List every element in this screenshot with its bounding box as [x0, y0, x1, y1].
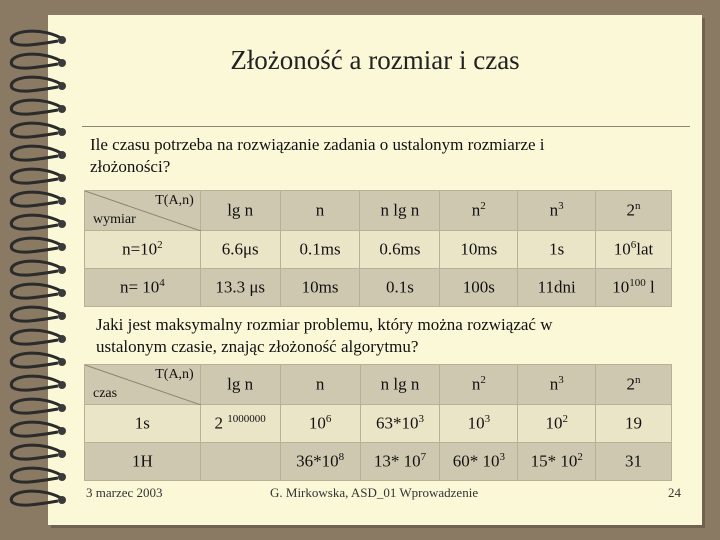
corner-bottom-label: czas [93, 386, 118, 401]
spiral-hole [58, 289, 66, 297]
header-cell: $n^2$ [440, 191, 518, 231]
spiral-ring [11, 445, 64, 459]
spiral-hole [58, 450, 66, 458]
corner-top-label: T(A,n) [155, 193, 194, 208]
spiral-ring [11, 100, 64, 114]
spiral-ring [11, 399, 64, 413]
table-cell: $10^2$ [518, 405, 596, 443]
table-cell: $10^{100}$ l [596, 269, 672, 307]
header-cell: 2$^n$ [596, 191, 672, 231]
spiral-ring [11, 238, 64, 252]
spiral-hole [58, 243, 66, 251]
title-divider [82, 126, 690, 127]
header-cell: lg n [200, 191, 280, 231]
spiral-ring [11, 77, 64, 91]
spiral-hole [58, 105, 66, 113]
spiral-hole [58, 266, 66, 274]
footer-date: 3 marzec 2003 [86, 485, 163, 500]
header-cell: $n^2$ [440, 365, 518, 405]
table-cell: 1s [518, 231, 596, 269]
spiral-ring [11, 192, 64, 206]
footer-author: G. Mirkowska, ASD_01 Wprowadzenie [270, 485, 479, 500]
corner-bottom-label: wymiar [93, 212, 136, 227]
table-row [85, 443, 672, 481]
table-row [85, 405, 672, 443]
page-number: 24 [668, 485, 681, 500]
spiral-ring [11, 31, 64, 45]
spiral-ring [11, 353, 64, 367]
table-cell: 6.6μs [200, 231, 280, 269]
spiral-ring [11, 330, 64, 344]
header-cell: $n^3$ [518, 191, 596, 231]
table-corner-cell [85, 191, 201, 231]
spiral-ring [11, 422, 64, 436]
table-row [85, 269, 672, 307]
header-cell: 2$^n$ [596, 365, 672, 405]
spiral-ring [11, 376, 64, 390]
spiral-hole [58, 335, 66, 343]
header-cell: $n^3$ [518, 365, 596, 405]
table-cell: 0.1s [360, 269, 440, 307]
table-cell: 10ms [440, 231, 518, 269]
table-cell: 2 $^{1000000}$ [200, 405, 280, 443]
table-cell: 13.3 μs [200, 269, 280, 307]
table-row [85, 231, 672, 269]
header-cell: n lg n [360, 191, 440, 231]
table-cell: $10^3$ [440, 405, 518, 443]
spiral-hole [58, 404, 66, 412]
spiral-hole [58, 473, 66, 481]
spiral-hole [58, 358, 66, 366]
spiral-hole [58, 174, 66, 182]
table-cell: 15* $10^2$ [518, 443, 596, 481]
table-cell: 60* $10^3$ [440, 443, 518, 481]
table-cell: 19 [596, 405, 672, 443]
table-cell: 0.6ms [360, 231, 440, 269]
size-table [84, 364, 672, 481]
table-cell: 0.1ms [280, 231, 360, 269]
spiral-hole [58, 427, 66, 435]
table-cell: 11dni [518, 269, 596, 307]
table-cell: $10^6lat$ [596, 231, 672, 269]
spiral-ring [11, 307, 64, 321]
spiral-hole [58, 220, 66, 228]
spiral-hole [58, 82, 66, 90]
spiral-hole [58, 312, 66, 320]
spiral-ring [11, 169, 64, 183]
spiral-ring [11, 491, 64, 505]
row-label: $n=10^2$ [85, 231, 201, 269]
spiral-hole [58, 381, 66, 389]
spiral-hole [58, 197, 66, 205]
table-cell: 100s [440, 269, 518, 307]
spiral-hole [58, 36, 66, 44]
row-label: 1s [85, 405, 201, 443]
table-cell: 31 [596, 443, 672, 481]
spiral-ring [11, 261, 64, 275]
table-cell: 13* $10^7$ [360, 443, 440, 481]
header-cell: n [280, 191, 360, 231]
table-cell: $63*10^3$ [360, 405, 440, 443]
time-table [84, 190, 672, 307]
question-1: Ile czasu potrzeba na rozwiązanie zadania o ustalonym rozmiarze i złożoności? [90, 135, 545, 176]
table-cell: $36*10^8$ [280, 443, 360, 481]
header-cell: n [280, 365, 360, 405]
table-header-row [85, 365, 672, 405]
row-label: 1H [85, 443, 201, 481]
table-cell [200, 443, 280, 481]
spiral-ring [11, 146, 64, 160]
spiral-hole [58, 496, 66, 504]
question-2: Jaki jest maksymalny rozmiar problemu, który można rozwiązać w ustalonym czasie, znając złożoność algorytmu? [96, 315, 553, 356]
row-label: $n= 10^4$ [85, 269, 201, 307]
spiral-hole [58, 151, 66, 159]
spiral-ring [11, 123, 64, 137]
table-corner-cell [85, 365, 201, 405]
table-header-row [85, 191, 672, 231]
spiral-binding-icon [0, 0, 70, 540]
slide-title: Złożoność a rozmiar i czas [230, 45, 520, 75]
spiral-ring [11, 284, 64, 298]
spiral-ring [11, 468, 64, 482]
spiral-ring [11, 215, 64, 229]
spiral-hole [58, 128, 66, 136]
corner-top-label: T(A,n) [155, 367, 194, 382]
table-cell: 10ms [280, 269, 360, 307]
header-cell: lg n [200, 365, 280, 405]
header-cell: n lg n [360, 365, 440, 405]
table-cell: $10^6$ [280, 405, 360, 443]
